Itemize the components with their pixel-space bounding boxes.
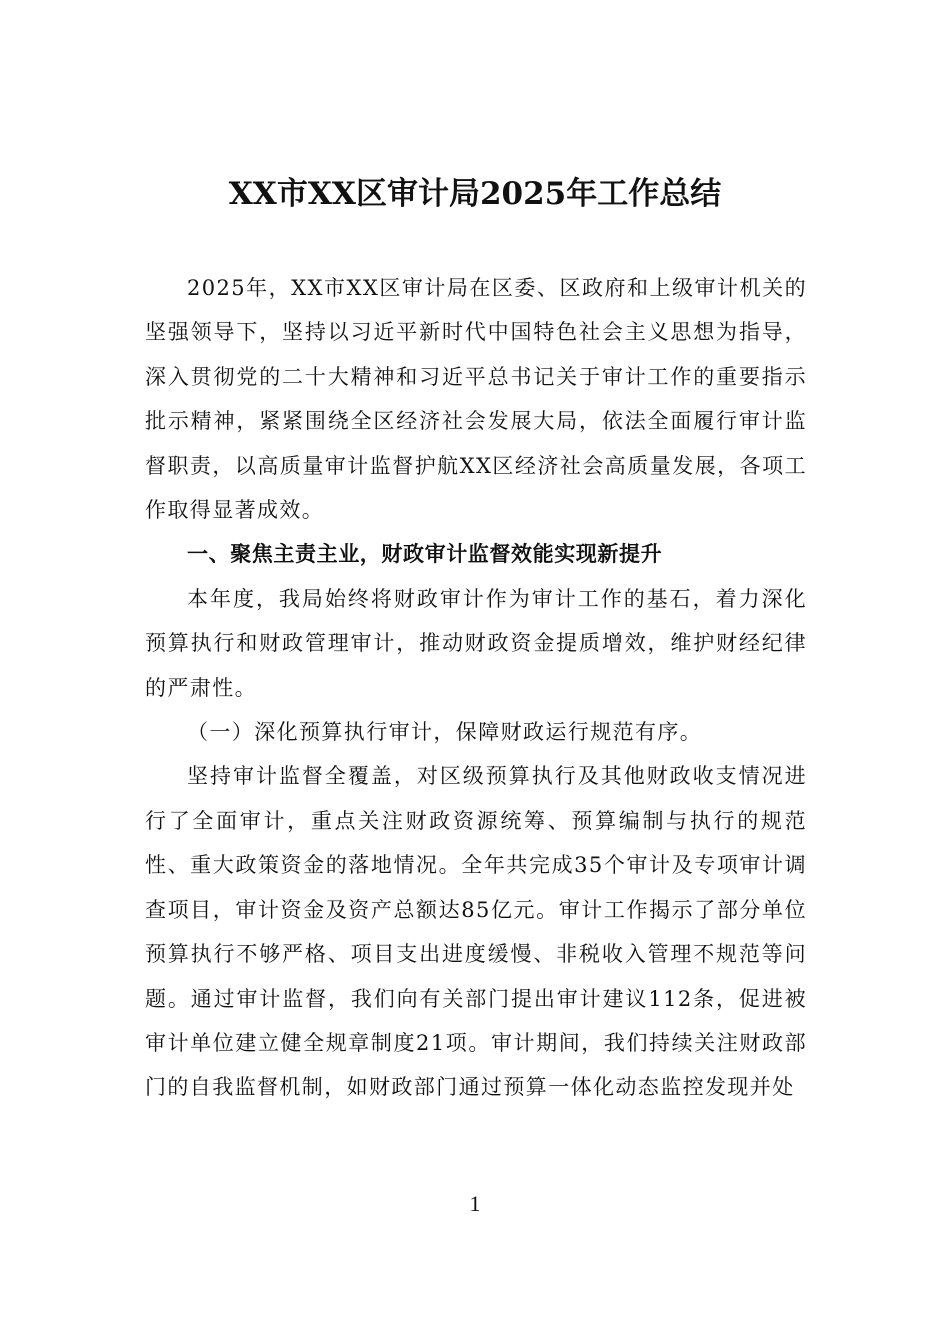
document-body xyxy=(145,266,807,1110)
page-number: 1 xyxy=(469,1191,481,1216)
subsection-heading-1-1: （一）深化预算执行审计，保障财政运行规范有序。 xyxy=(187,720,703,745)
intro-paragraph: 2025年，XX市XX区审计局在区委、区政府和上级审计机关的坚强领导下，坚持以习近平新时代中国特色社会主义思想为指导，深入贯彻党的二十大精神和习近平总书记关于审计工作的重要指示批示精神，紧紧围绕全区经济社会发展大局，依法全面履行审计监督职责，以高质量审计监督护航XX区经济社会高质量发展，各项工作取得显著成效。 xyxy=(145,276,807,523)
subsection-1-1-paragraph: 坚持审计监督全覆盖，对区级预算执行及其他财政收支情况进行了全面审计，重点关注财政资源统筹、预算编制与执行的规范性、重大政策资金的落地情况。全年共完成35个审计及专项审计调查项目，审计资金及资产总额达85亿元。审计工作揭示了部分单位预算执行不够严格、项目支出进度缓慢、非税收入管理不规范等问题。通过审计监督，我们向有关部门提出审计建议112条，促进被审计单位建立健全规章制度21项。审计期间，我们持续关注财政部门的自我监督机制，如财政部门通过预算一体化动态监控发现并处 xyxy=(145,764,807,1100)
document-title: XX市XX区审计局2025年工作总结 xyxy=(228,176,722,212)
section-heading-1: 一、聚焦主责主业，财政审计监督效能实现新提升 xyxy=(187,542,663,567)
section-1-intro-paragraph: 本年度，我局始终将财政审计作为审计工作的基石，着力深化预算执行和财政管理审计，推动财政资金提质增效，维护财经纪律的严肃性。 xyxy=(145,586,807,700)
